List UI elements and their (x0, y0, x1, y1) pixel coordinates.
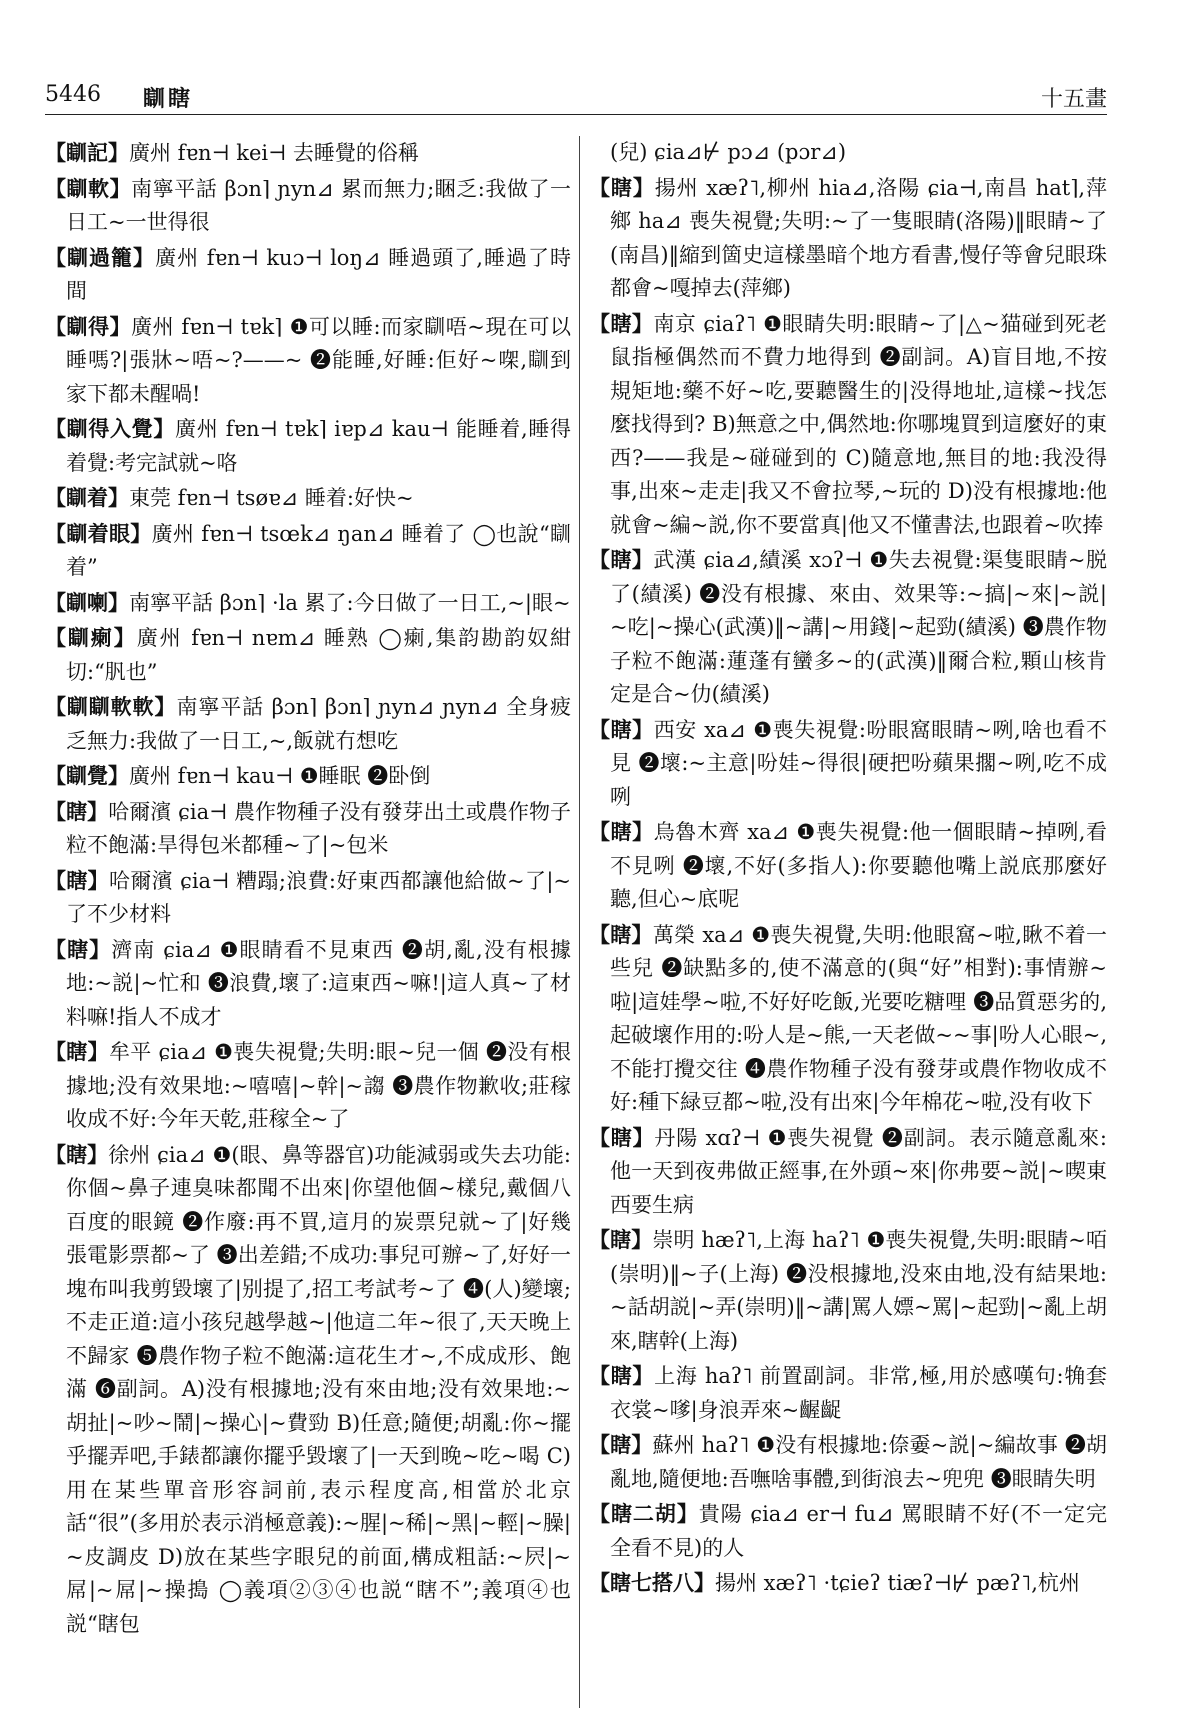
entry-headword: 【瞎】 (589, 1227, 653, 1252)
dictionary-entry (45, 241, 571, 309)
entry-headword: 【瞓過籠】 (45, 244, 156, 270)
dictionary-entry (589, 918, 1107, 1120)
dictionary-entry (45, 586, 571, 621)
dictionary-entry (589, 1497, 1107, 1565)
entry-headword: 【瞓瞓軟軟】 (45, 694, 177, 719)
dictionary-entry (589, 1566, 1107, 1601)
entry-headword: 【瞎】 (45, 1039, 109, 1064)
entry-headword: 【瞓軟】 (45, 175, 132, 201)
dictionary-entry (45, 933, 571, 1035)
dictionary-entry (589, 171, 1107, 306)
dictionary-entry (589, 1223, 1107, 1358)
entry-headword: 【瞎】 (45, 1141, 109, 1167)
entry-headword: 【瞎】 (589, 819, 654, 844)
dictionary-entry (45, 690, 571, 758)
page-number: 5446 (45, 82, 101, 107)
dictionary-entry (45, 310, 571, 412)
dictionary-entry (589, 1121, 1107, 1223)
right-column (589, 136, 1107, 1708)
entry-definition: 東莞 fɐn⊣ tsøɐ⊿ 睡着:好快~ (129, 486, 414, 510)
entry-headword: 【瞓記】 (45, 140, 129, 165)
entry-definition: 廣州 fɐn⊣ tɐk⌉ ❶可以睡:而家瞓唔~現在可以睡嗎?|張牀~唔~?——~ ❷能睡,好睡:佢好~㗎,瞓到家下都未醒喎! (66, 314, 571, 406)
dictionary-entry (589, 713, 1107, 815)
dictionary-entry (589, 543, 1107, 712)
dictionary-entry (45, 481, 571, 516)
running-head-characters: 瞓瞎 (143, 86, 194, 112)
left-column (45, 136, 571, 1708)
entry-definition: 南寧平話 βɔn⌉ ɲyn⊿ 累而無力;睏乏:我做了一日工~一世得很 (66, 176, 571, 234)
entry-headword: 【瞎】 (589, 921, 653, 947)
entry-definition: 哈爾濱 ɕia⊣ 糟蹋;浪費:好東西都讓他給做~了|~了不少材料 (66, 868, 571, 926)
dictionary-entry (45, 1035, 571, 1137)
entry-definition: 萬榮 xa⊿ ❶喪失視覺,失明:他眼窩~啦,瞅不着一些兒 ❷缺點多的,使不滿意的(與“好”相對):事情辦~啦|這娃學~啦,不好好吃飯,光要吃糖哩 ❸品質惡劣的,起破壞作用的:吩人是~熊,一天老做~~事|吩人心眼~,不能打攪交往 ❹農作物種子没有發芽或農作物收成不好:種下緑豆都~啦,没有出來|今年棉花~啦,没有收下 (610, 922, 1107, 1114)
entry-headword: 【瞎二胡】 (589, 1501, 699, 1526)
entry-definition: 蘇州 haʔ˥ ❶没有根據地:倷嫑~説|~編故事 ❷胡亂地,隨便地:吾嘸啥事體,到街浪去~兜兜 ❸眼睛失明 (610, 1433, 1107, 1491)
dictionary-entry (589, 1359, 1107, 1427)
entry-definition: 濟南 ɕia⊿ ❶眼睛看不見東西 ❷胡,亂,没有根據地:~説|~忙和 ❸浪費,壞了:這東西~嘛!|這人真~了材料嘛!指人不成才 (66, 937, 571, 1029)
dictionary-entry (589, 307, 1107, 543)
entry-definition: 丹陽 xɑʔ⊣ ❶喪失視覺 ❷副詞。表示隨意亂來:他一天到夜弗做正經事,在外頭~來|你弗要~説|~喫東西要生病 (610, 1125, 1107, 1217)
entry-headword: 【瞓𤷫】 (45, 625, 137, 650)
entry-headword: 【瞎七搭八】 (589, 1570, 715, 1595)
entry-headword: 【瞓覺】 (45, 763, 129, 788)
dictionary-entry (45, 759, 571, 794)
entry-definition: 徐州 ɕia⊿ ❶(眼、鼻等器官)功能減弱或失去功能:你個~鼻子連臭味都聞不出來|你望他個~樣兒,戴個八百度的眼鏡 ❷作廢:再不買,這月的炭票兒就~了|好幾張電影票都~了 ❸出差錯;不成功:事兒可辦~了,好好一塊布叫我剪毀壞了|别提了,招工考試考~了 ❹(人)變壞;不走正道:這小孩兒越學越~|他這二年~很了,天天晚上不歸家 ❺農作物子粒不飽滿:這花生才~,不成成形、飽滿 ❻副詞。A)没有根據地;没有來由地;没有效果地:~胡扯|~吵~鬧|~操心|~費勁 B)任意;隨便;胡亂:你~擺乎擺弄吧,手錶都讓你擺乎毀壞了|一天到晚~吃~喝 C)用在某些單音形容詞前,表示程度高,相當於北京話“很”(多用於表示消極意義):~腥|~稀|~黑|~輕|~臊|~皮調皮 D)放在某些字眼兒的前面,構成粗話:~屄|~屌|~屌|~操搗 ◯義項②③④也説“瞎不”;義項④也説“瞎包 (66, 1142, 571, 1636)
dictionary-entry (589, 136, 1107, 170)
entry-headword: 【瞎】 (45, 867, 110, 893)
entry-definition: 廣州 fɐn⊣ kau⊣ ❶睡眠 ❷卧倒 (129, 764, 431, 788)
entry-definition: 上海 haʔ˥ 前置副詞。非常,極,用於感嘆句:觕套衣裳~嗲|身浪弄來~齷齪 (610, 1364, 1107, 1422)
dictionary-entry (45, 517, 571, 585)
entry-headword: 【瞎】 (589, 1432, 653, 1457)
entry-definition: 崇明 hæʔ˥,上海 haʔ˥ ❶喪失視覺,失明:眼睛~咟(崇明)‖~子(上海) ❷没根據地,没來由地,没有結果地:~話胡説|~弄(崇明)‖~講|罵人嫖~罵|~起勁|~亂上胡來,瞎幹(上海) (610, 1228, 1107, 1353)
entry-definition: 南京 ɕiaʔ˥ ❶眼睛失明:眼睛~了|△~猫碰到死老鼠指極偶然而不費力地得到 ❷副詞。A)盲目地,不按規矩地:藥不好~吃,要聽醫生的|没得地址,這樣~找怎麼找得到? B)無意之中,偶然地:你哪塊買到這麼好的東西?——我是~碰碰到的 C)隨意地,無目的地:我没得事,出來~走走|我又不會拉琴,~玩的 D)没有根據地:他就會~編~説,你不要當真|他又不懂書法,也跟着~吹捧 (610, 311, 1107, 537)
entry-definition: 揚州 xæʔ˥ ·tɕieʔ tiæʔ⊣⊬ pæʔ˥,杭州 (715, 1571, 1080, 1595)
entry-headword: 【瞓着眼】 (45, 520, 152, 546)
entry-headword: 【瞎】 (45, 798, 109, 824)
dictionary-entry (589, 815, 1107, 917)
entry-definition: 貴陽 ɕia⊿ er⊣ fu⊿ 罵眼睛不好(不一定完全看不見)的人 (610, 1502, 1107, 1560)
entry-definition: 南寧平話 βɔn⌉ βɔn⌉ ɲyn⊿ ɲyn⊿ 全身疲乏無力:我做了一日工,~,飯就冇想吃 (66, 695, 571, 753)
dictionary-entry (589, 1428, 1107, 1496)
entry-headword: 【瞎】 (589, 1363, 655, 1388)
entry-headword: 【瞎】 (45, 936, 112, 962)
entry-definition: (兒) ɕia⊿⊬ pɔ⊿ (pɔr⊿) (610, 140, 847, 164)
dictionary-entry (45, 412, 571, 480)
dictionary-entry (45, 621, 571, 689)
entry-headword: 【瞓喇】 (45, 589, 129, 615)
dictionary-entry (45, 795, 571, 863)
entry-definition: 烏魯木齊 xa⊿ ❶喪失視覺:他一個眼睛~掉咧,看不見咧 ❷壞,不好(多指人):你要聽他嘴上説底那麼好聽,但心~底呢 (610, 820, 1107, 911)
column-divider (579, 136, 580, 1708)
entry-definition: 廣州 fɐn⊣ kuɔ⊣ loŋ⊿ 睡過頭了,睡過了時間 (66, 245, 571, 303)
entry-headword: 【瞓得入覺】 (45, 416, 176, 441)
entry-headword: 【瞓着】 (45, 485, 129, 510)
dictionary-entry (45, 172, 571, 240)
entry-definition: 廣州 fɐn⊣ kei⊣ 去睡覺的俗稱 (129, 141, 419, 165)
entry-definition: 哈爾濱 ɕia⊣ 農作物種子没有發芽出土或農作物子粒不飽滿:旱得包米都種~了|~包米 (66, 799, 571, 857)
entry-headword: 【瞎】 (589, 1124, 655, 1150)
entry-definition: 牟平 ɕia⊿ ❶喪失視覺;失明:眼~兒一個 ❷没有根據地;没有效果地:~嘻嘻|~幹|~謅 ❸農作物歉收;莊稼收成不好:今年天乾,莊稼全~了 (66, 1040, 571, 1131)
entry-definition: 廣州 fɐn⊣ tɐk⌉ iɐp⊿ kau⊣ 能睡着,睡得着覺:考完試就~咯 (66, 417, 571, 475)
entry-definition: 廣州 fɐn⊣ nɐm⊿ 睡熟 ◯𤷫,集韵勘韵奴紺切:“䏎也” (66, 626, 571, 684)
entry-definition: 西安 xa⊿ ❶喪失視覺:吩眼窩眼睛~咧,啥也看不見 ❷壞:~主意|吩娃~得很|硬把吩蘋果擱~咧,吃不成咧 (610, 717, 1107, 809)
entry-definition: 武漢 ɕia⊿,績溪 xɔʔ⊣ ❶失去視覺:渠隻眼睛~脱了(績溪) ❷没有根據、來由、效果等:~搞|~來|~説|~吃|~操心(武漢)‖~講|~用錢|~起勁(績溪) ❸農作物子粒不飽滿:蓮蓬有蠻多~的(武漢)‖爾合粒,顆山核肯定是合~仂(績溪) (610, 548, 1107, 706)
dictionary-entry (45, 864, 571, 932)
entry-headword: 【瞎】 (589, 547, 654, 572)
entry-definition: 廣州 fɐn⊣ tsœk⊿ ŋan⊿ 睡着了 ◯也說“瞓着” (66, 521, 571, 579)
entry-definition: 揚州 xæʔ˥,柳州 hia⊿,洛陽 ɕia⊣,南昌 hat⌉,萍鄉 ha⊿ 喪失視覺;失明:~了一隻眼睛(洛陽)‖眼睛~了(南昌)‖縮到箇史這樣墨暗个地方看書,慢仔等會兒眼珠都會~嘎掉去(萍鄉) (610, 175, 1107, 300)
dictionary-entry (45, 136, 571, 171)
dictionary-entry (45, 1138, 571, 1642)
entry-headword: 【瞎】 (589, 174, 655, 200)
stroke-count-section: 十五畫 (1040, 87, 1107, 112)
entry-headword: 【瞓得】 (45, 313, 132, 339)
entry-definition: 南寧平話 βɔn⌉ ·la 累了:今日做了一日工,~|眼~ (129, 590, 571, 615)
entry-headword: 【瞎】 (589, 310, 654, 336)
entry-headword: 【瞎】 (589, 716, 654, 742)
page-header (45, 78, 1107, 115)
